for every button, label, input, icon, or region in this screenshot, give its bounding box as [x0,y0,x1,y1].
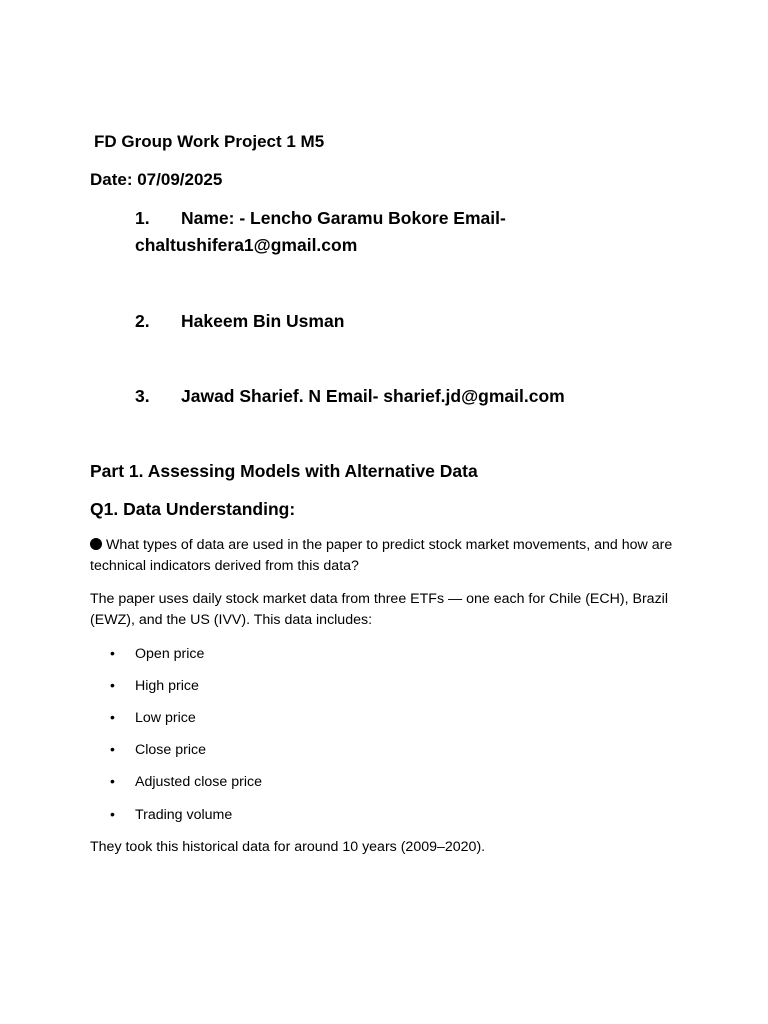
question-heading: Q1. Data Understanding: [90,499,296,519]
bullet-icon: • [110,741,115,757]
list-item [110,677,199,694]
list-item [110,773,262,790]
document-title: FD Group Work Project 1 M5 [94,132,325,151]
list-item-label: High price [135,678,199,694]
bullet-icon: • [110,645,115,661]
list-item-label: Adjusted close price [135,774,262,790]
member-2-line1: Hakeem Bin Usman [181,311,345,331]
filled-circle-bullet-icon [90,538,102,550]
document-date: Date: 07/09/2025 [90,170,223,189]
member-3-number: 3. [135,386,150,406]
member-1-line1: Name: - Lencho Garamu Bokore Email- [181,208,506,228]
question-body: What types of data are used in the paper to predict stock market movements, and how are technical indicators derived from this data? [90,537,673,574]
list-item-label: Open price [135,646,205,662]
member-1 [135,205,605,259]
bullet-icon: • [110,806,115,822]
member-1-number: 1. [135,208,150,228]
list-item-label: Close price [135,742,206,758]
list-item-label: Low price [135,710,196,726]
member-3-line1: Jawad Sharief. N Email- sharief.jd@gmail.com [181,386,565,406]
paragraph-time-range: They took this historical data for around 10 years (2009–2020). [90,839,486,855]
bullet-icon: • [110,677,115,693]
member-2 [135,308,605,335]
list-item [110,645,204,662]
member-2-number: 2. [135,311,150,331]
paragraph-data-description: The paper uses daily stock market data from three ETFs — one each for Chile (ECH), Brazil (EWZ), and the US (IVV). This data includes: [90,591,668,628]
part-heading: Part 1. Assessing Models with Alternative Data [90,461,478,481]
list-item-label: Trading volume [135,807,233,823]
question-text [90,535,680,577]
member-1-line2: chaltushifera1@gmail.com [135,235,358,255]
bullet-icon: • [110,709,115,725]
bullet-icon: • [110,773,115,789]
list-item [110,806,232,823]
list-item [110,741,206,758]
list-item [110,709,196,726]
member-3 [135,383,655,410]
